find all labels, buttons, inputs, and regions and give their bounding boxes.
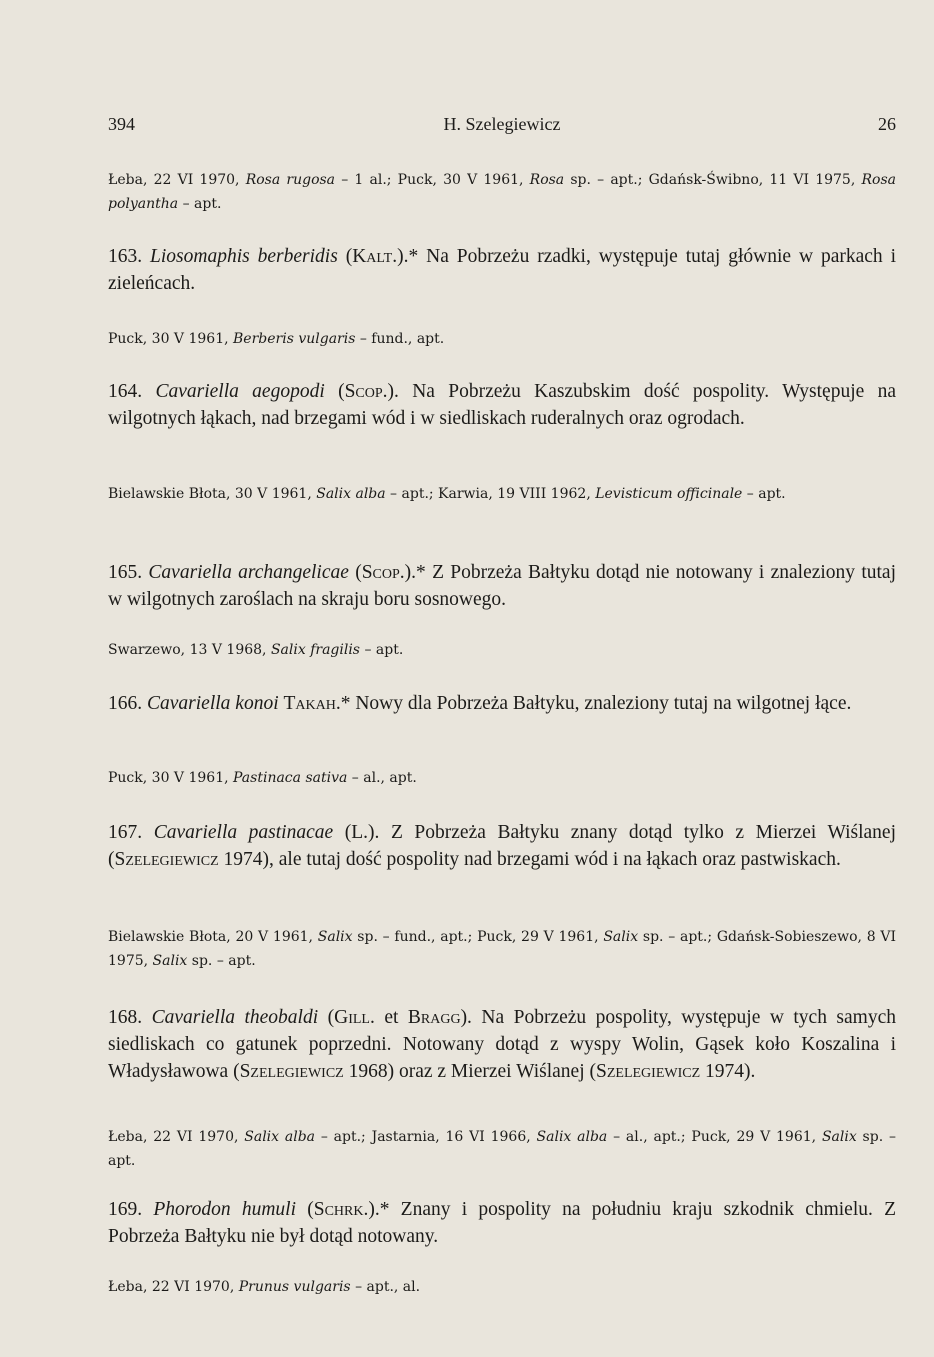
text-run: 164.: [108, 381, 156, 402]
text-run: Łeba, 22 VI 1970,: [108, 172, 246, 188]
locality-record: [108, 925, 896, 973]
text-run: – apt.; Jastarnia, 16 VI 1966,: [315, 1129, 537, 1145]
text-run: (: [324, 381, 345, 402]
taxon-name: Salix alba: [536, 1129, 608, 1145]
text-run: 165.: [108, 562, 149, 583]
taxon-name: Cavariella aegopodi: [155, 381, 325, 402]
text-run: Bielawskie Błota, 20 V 1961,: [108, 929, 318, 945]
text-run: ).* Z Pobrzeża Bałtyku dotąd nie notowany i znaleziony tutaj w wilgotnych zaroślach na skraju boru sosnowego.: [108, 562, 896, 610]
taxon-name: Rosa: [529, 172, 565, 188]
taxon-name: Salix alba: [244, 1129, 315, 1145]
author-name: Scop.: [344, 381, 388, 402]
text-run: 166.: [108, 693, 147, 714]
text-run: – al., apt.; Puck, 29 V 1961,: [607, 1129, 822, 1145]
taxon-name: Liosomaphis berberidis: [150, 246, 338, 267]
taxon-name: Salix: [152, 953, 188, 969]
taxon-name: Salix: [603, 929, 639, 945]
text-run: 167.: [108, 822, 154, 843]
species-entry: [108, 1004, 896, 1085]
taxon-name: Salix: [317, 929, 353, 945]
text-run: – apt., al.: [350, 1279, 421, 1295]
species-entry: [108, 819, 896, 873]
taxon-name: Cavariella archangelicae: [148, 562, 349, 583]
author-name: Takah.: [283, 693, 341, 714]
species-entry: [108, 378, 896, 432]
locality-record: [108, 638, 896, 662]
locality-record: [108, 327, 896, 351]
text-run: – apt.; Karwia, 19 VIII 1962,: [385, 486, 596, 502]
taxon-name: Salix: [821, 1129, 857, 1145]
text-run: Łeba, 22 VI 1970,: [108, 1279, 239, 1295]
text-run: 169.: [108, 1199, 154, 1220]
text-run: 1974), ale tutaj dość pospolity nad brzegami wód i na łąkach oraz pastwiskach.: [218, 849, 841, 870]
text-run: 1974).: [700, 1061, 756, 1082]
author-name: Szelegiewicz: [114, 849, 219, 870]
page-number-left: 394: [108, 114, 135, 134]
text-run: Swarzewo, 13 V 1968,: [108, 642, 271, 658]
text-run: sp. – apt.: [187, 953, 256, 969]
author-name: Kalt.: [352, 246, 398, 267]
text-run: – apt.: [742, 486, 786, 502]
text-run: * Nowy dla Pobrzeża Bałtyku, znaleziony tutaj na wilgotnej łące.: [340, 693, 852, 714]
text-run: Puck, 30 V 1961,: [108, 331, 234, 347]
text-run: Bielawskie Błota, 30 V 1961,: [108, 486, 317, 502]
locality-record: [108, 1275, 896, 1299]
author-name: Bragg: [407, 1007, 461, 1028]
text-run: – fund., apt.: [355, 331, 445, 347]
taxon-name: Salix fragilis: [270, 642, 360, 658]
text-run: – 1 al.; Puck, 30 V 1961,: [335, 172, 530, 188]
author-name: Szelegiewicz: [596, 1061, 701, 1082]
text-run: sp. – fund., apt.; Puck, 29 V 1961,: [352, 929, 604, 945]
text-run: (L.). Z Pobrzeża Bałtyku znany dotąd tylko z Mierzei Wiślanej (: [108, 822, 897, 870]
taxon-name: Rosa polyantha: [108, 172, 896, 212]
author-name: Schrk.: [313, 1199, 369, 1220]
text-run: 168.: [108, 1007, 152, 1028]
author-name: Scop.: [361, 562, 405, 583]
text-run: Łeba, 22 VI 1970,: [108, 1129, 245, 1145]
text-run: ). Na Pobrzeżu Kaszubskim dość pospolity. Występuje na wilgotnych łąkach, nad brzegami wód i w siedliskach ruderalnych oraz ogrodach.: [108, 381, 897, 429]
text-run: ).* Znany i pospolity na południu kraju szkodnik chmielu. Z Pobrzeża Bałtyku nie był dotąd notowany.: [108, 1199, 897, 1247]
taxon-name: Prunus vulgaris: [238, 1279, 351, 1295]
taxon-name: Pastinaca sativa: [233, 770, 348, 786]
page-number-right: 26: [878, 114, 896, 134]
author-name: Szelegiewicz: [239, 1061, 344, 1082]
locality-record: [108, 1125, 896, 1173]
taxon-name: Berberis vulgaris: [233, 331, 356, 347]
text-run: et: [374, 1007, 408, 1028]
text-run: – apt.: [360, 642, 404, 658]
taxon-name: Phorodon humuli: [153, 1199, 296, 1220]
taxon-name: Rosa rugosa: [245, 172, 336, 188]
text-run: 1968) oraz z Mierzei Wiślanej (: [343, 1061, 596, 1082]
text-run: ).* Na Pobrzeżu rzadki, występuje tutaj głównie w parkach i zieleńcach.: [108, 246, 897, 294]
locality-record: [108, 766, 896, 790]
text-run: (: [337, 246, 353, 267]
text-run: ). Na Pobrzeżu pospolity, występuje w tych samych siedliskach co gatunek poprzedni. Notowany dotąd z wyspy Wolin, Gąsek koło Koszalina i Władysławowa (: [108, 1007, 897, 1082]
taxon-name: Levisticum officinale: [595, 486, 743, 502]
taxon-name: Salix alba: [316, 486, 386, 502]
text-run: sp. – apt.; Gdańsk-Sobieszewo, 8 VI 1975,: [108, 929, 897, 969]
text-run: – apt.: [178, 196, 222, 212]
text-run: sp. – apt.: [108, 1129, 896, 1169]
species-entry: [108, 1196, 896, 1250]
species-entry: [108, 559, 896, 613]
species-entry: [108, 690, 896, 717]
taxon-name: Cavariella pastinacae: [153, 822, 334, 843]
species-entry: [108, 243, 896, 297]
locality-record: [108, 482, 896, 506]
taxon-name: Cavariella theobaldi: [151, 1007, 319, 1028]
taxon-name: Cavariella konoi: [147, 693, 279, 714]
text-run: sp. – apt.; Gdańsk-Świbno, 11 VI 1975,: [564, 172, 862, 188]
text-run: – al., apt.: [347, 770, 417, 786]
text-run: (: [348, 562, 362, 583]
text-run: 163.: [108, 246, 151, 267]
text-run: (: [318, 1007, 335, 1028]
running-title: H. Szelegiewicz: [443, 114, 561, 134]
author-name: Gill.: [334, 1007, 375, 1028]
text-run: Puck, 30 V 1961,: [108, 770, 234, 786]
text-run: (: [296, 1199, 314, 1220]
locality-record: [108, 168, 896, 216]
